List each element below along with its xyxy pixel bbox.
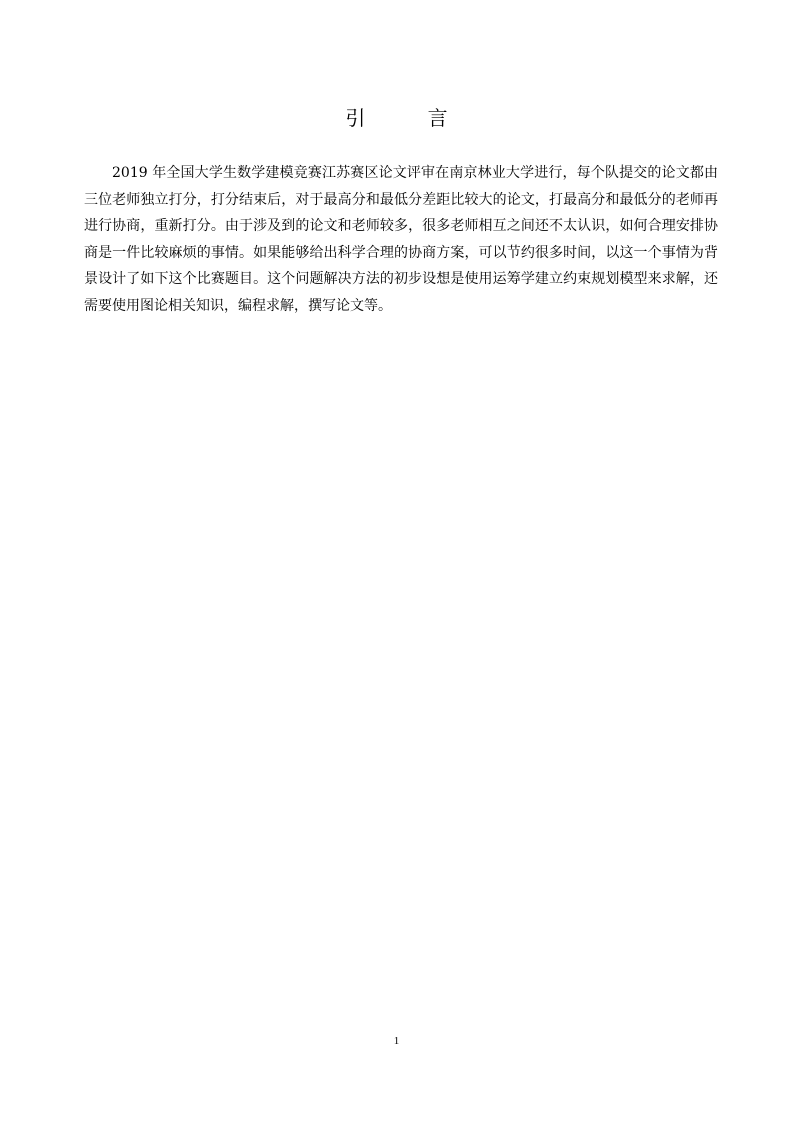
section-title: 引 言 xyxy=(345,106,476,130)
body-paragraph: 2019 年全国大学生数学建模竞赛江苏赛区论文评审在南京林业大学进行，每个队提交的论文都由三位老师独立打分，打分结束后，对于最高分和最低分差距比较大的论文，打最高分和最低分的老师再进行协商，重新打分。由于涉及到的论文和老师较多，很多老师相互之间还不太认识，如何合理安排协商是一件比较麻烦的事情。如果能够给出科学合理的协商方案，可以节约很多时间，以这一个事情为背景设计了如下这个比赛题目。这个问题解决方法的初步设想是使用运筹学建立约束规划模型来求解，还需要使用图论相关知识，编程求解，撰写论文等。 xyxy=(84,165,718,314)
page-number: 1 xyxy=(393,1035,400,1047)
